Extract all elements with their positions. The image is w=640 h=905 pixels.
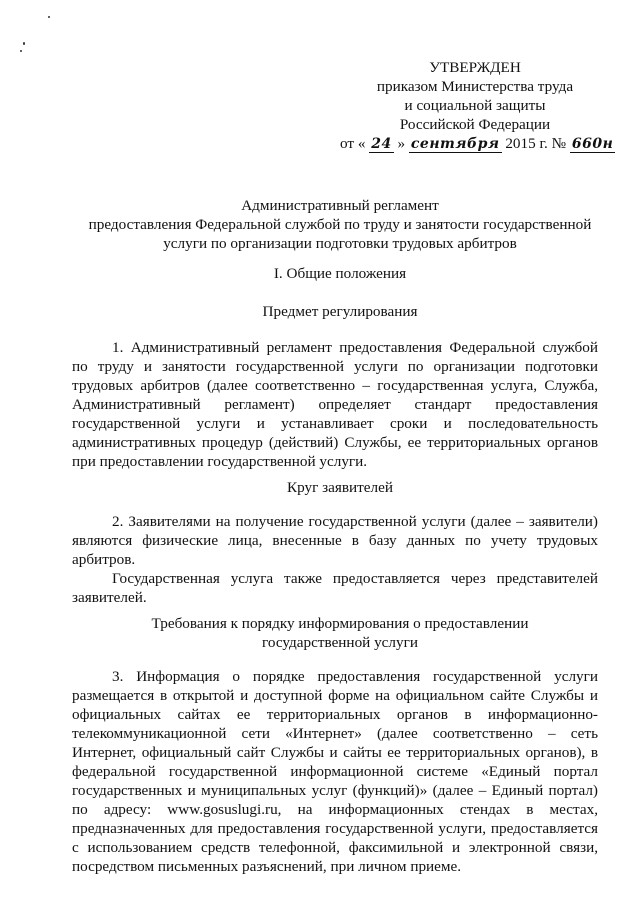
paragraph-line: являются физические лица, внесенные в базу данных по учету трудовых [72, 532, 598, 549]
paragraph-line: при предоставлении государственной услуги. [72, 453, 368, 470]
paragraph-line: 1. Административный регламент предоставления Федеральной службой [112, 339, 598, 356]
paragraph-line: предназначенных для предоставления государственной услуги, предоставляется [72, 820, 598, 837]
paragraph-line: заявителей. [72, 589, 147, 606]
approval-order: приказом Министерства труда [376, 78, 574, 95]
paragraph-line: размещается в открытой и доступной форме на официальном сайте Службы и [72, 687, 598, 704]
date-year: 2015 г. № [505, 135, 567, 152]
paragraph-line: федеральной государственной информационной системе «Единый портал [72, 763, 598, 780]
approval-country: Российской Федерации [399, 116, 551, 133]
paragraph-2 [72, 512, 598, 607]
paragraph-line: Государственная услуга также предоставляется через представителей [112, 570, 598, 587]
paragraph-line: Административный регламент) определяет стандарт предоставления [72, 396, 598, 413]
paragraph-line: телекоммуникационной сети «Интернет» (далее соответственно – сеть [72, 725, 598, 742]
paragraph-3 [72, 667, 598, 876]
paragraph-line: официальных сайтах ее территориальных органов в информационно- [72, 706, 598, 723]
paragraph-line: по труду и занятости государственной услуги по организации подготовки [72, 358, 598, 375]
approval-title: УТВЕРЖДЕН [429, 59, 521, 76]
paragraph-line: Интернет, официальный сайт Службы и сайты ее территориальных органов), в [72, 744, 598, 761]
subsection-heading-text: государственной услуги [262, 634, 418, 651]
paragraph-line: посредством письменных разъяснений, при личном приеме. [72, 858, 462, 875]
paragraph-line: 2. Заявителями на получение государственной услуги (далее – заявители) [112, 513, 598, 530]
subsection-heading [60, 302, 620, 321]
scan-speck [23, 42, 25, 45]
paragraph-line: государственной услуги и устанавливает сроки и последовательность [72, 415, 598, 432]
approval-stamp [340, 58, 614, 153]
paragraph-line: арбитров. [72, 551, 136, 568]
paragraph-line: 3. Информация о порядке предоставления государственной услуги [112, 668, 598, 685]
paragraph-1 [72, 338, 598, 471]
scan-speck [48, 16, 50, 18]
paragraph-line: государственных и муниципальных услуг (функций)» (далее – Единый портал) [72, 782, 598, 799]
date-month: сентября [410, 136, 500, 152]
approval-date-line [340, 134, 614, 153]
date-mid: » [397, 135, 406, 152]
paragraph-line: трудовых арбитров (далее соответственно – государственная услуга, Служба, [72, 377, 598, 394]
order-number: 660н [571, 136, 614, 152]
document-title [60, 196, 620, 253]
subsection-heading-text: Предмет регулирования [262, 303, 418, 320]
paragraph-line: административных процедур (действий) Службы, ее территориальных органов [72, 434, 598, 451]
title-line: предоставления Федеральной службой по труду и занятости государственной [88, 216, 592, 233]
title-line: услуги по организации подготовки трудовых арбитров [163, 235, 517, 252]
date-prefix: от « [340, 135, 366, 152]
subsection-heading [60, 478, 620, 497]
title-line: Административный регламент [241, 197, 439, 214]
date-day: 24 [371, 136, 392, 152]
section-heading [60, 264, 620, 283]
subsection-heading-text: Требования к порядку информирования о предоставлении [151, 615, 529, 632]
scan-speck [20, 50, 22, 52]
section-heading-text: I. Общие положения [273, 265, 407, 282]
subsection-heading [60, 614, 620, 652]
approval-ministry: и социальной защиты [404, 97, 546, 114]
paragraph-line: с использованием средств телефонной, факсимильной и электронной связи, [72, 839, 598, 856]
paragraph-line: по адресу: www.gosuslugi.ru, на информационных стендах в местах, [72, 801, 598, 818]
subsection-heading-text: Круг заявителей [287, 479, 393, 496]
